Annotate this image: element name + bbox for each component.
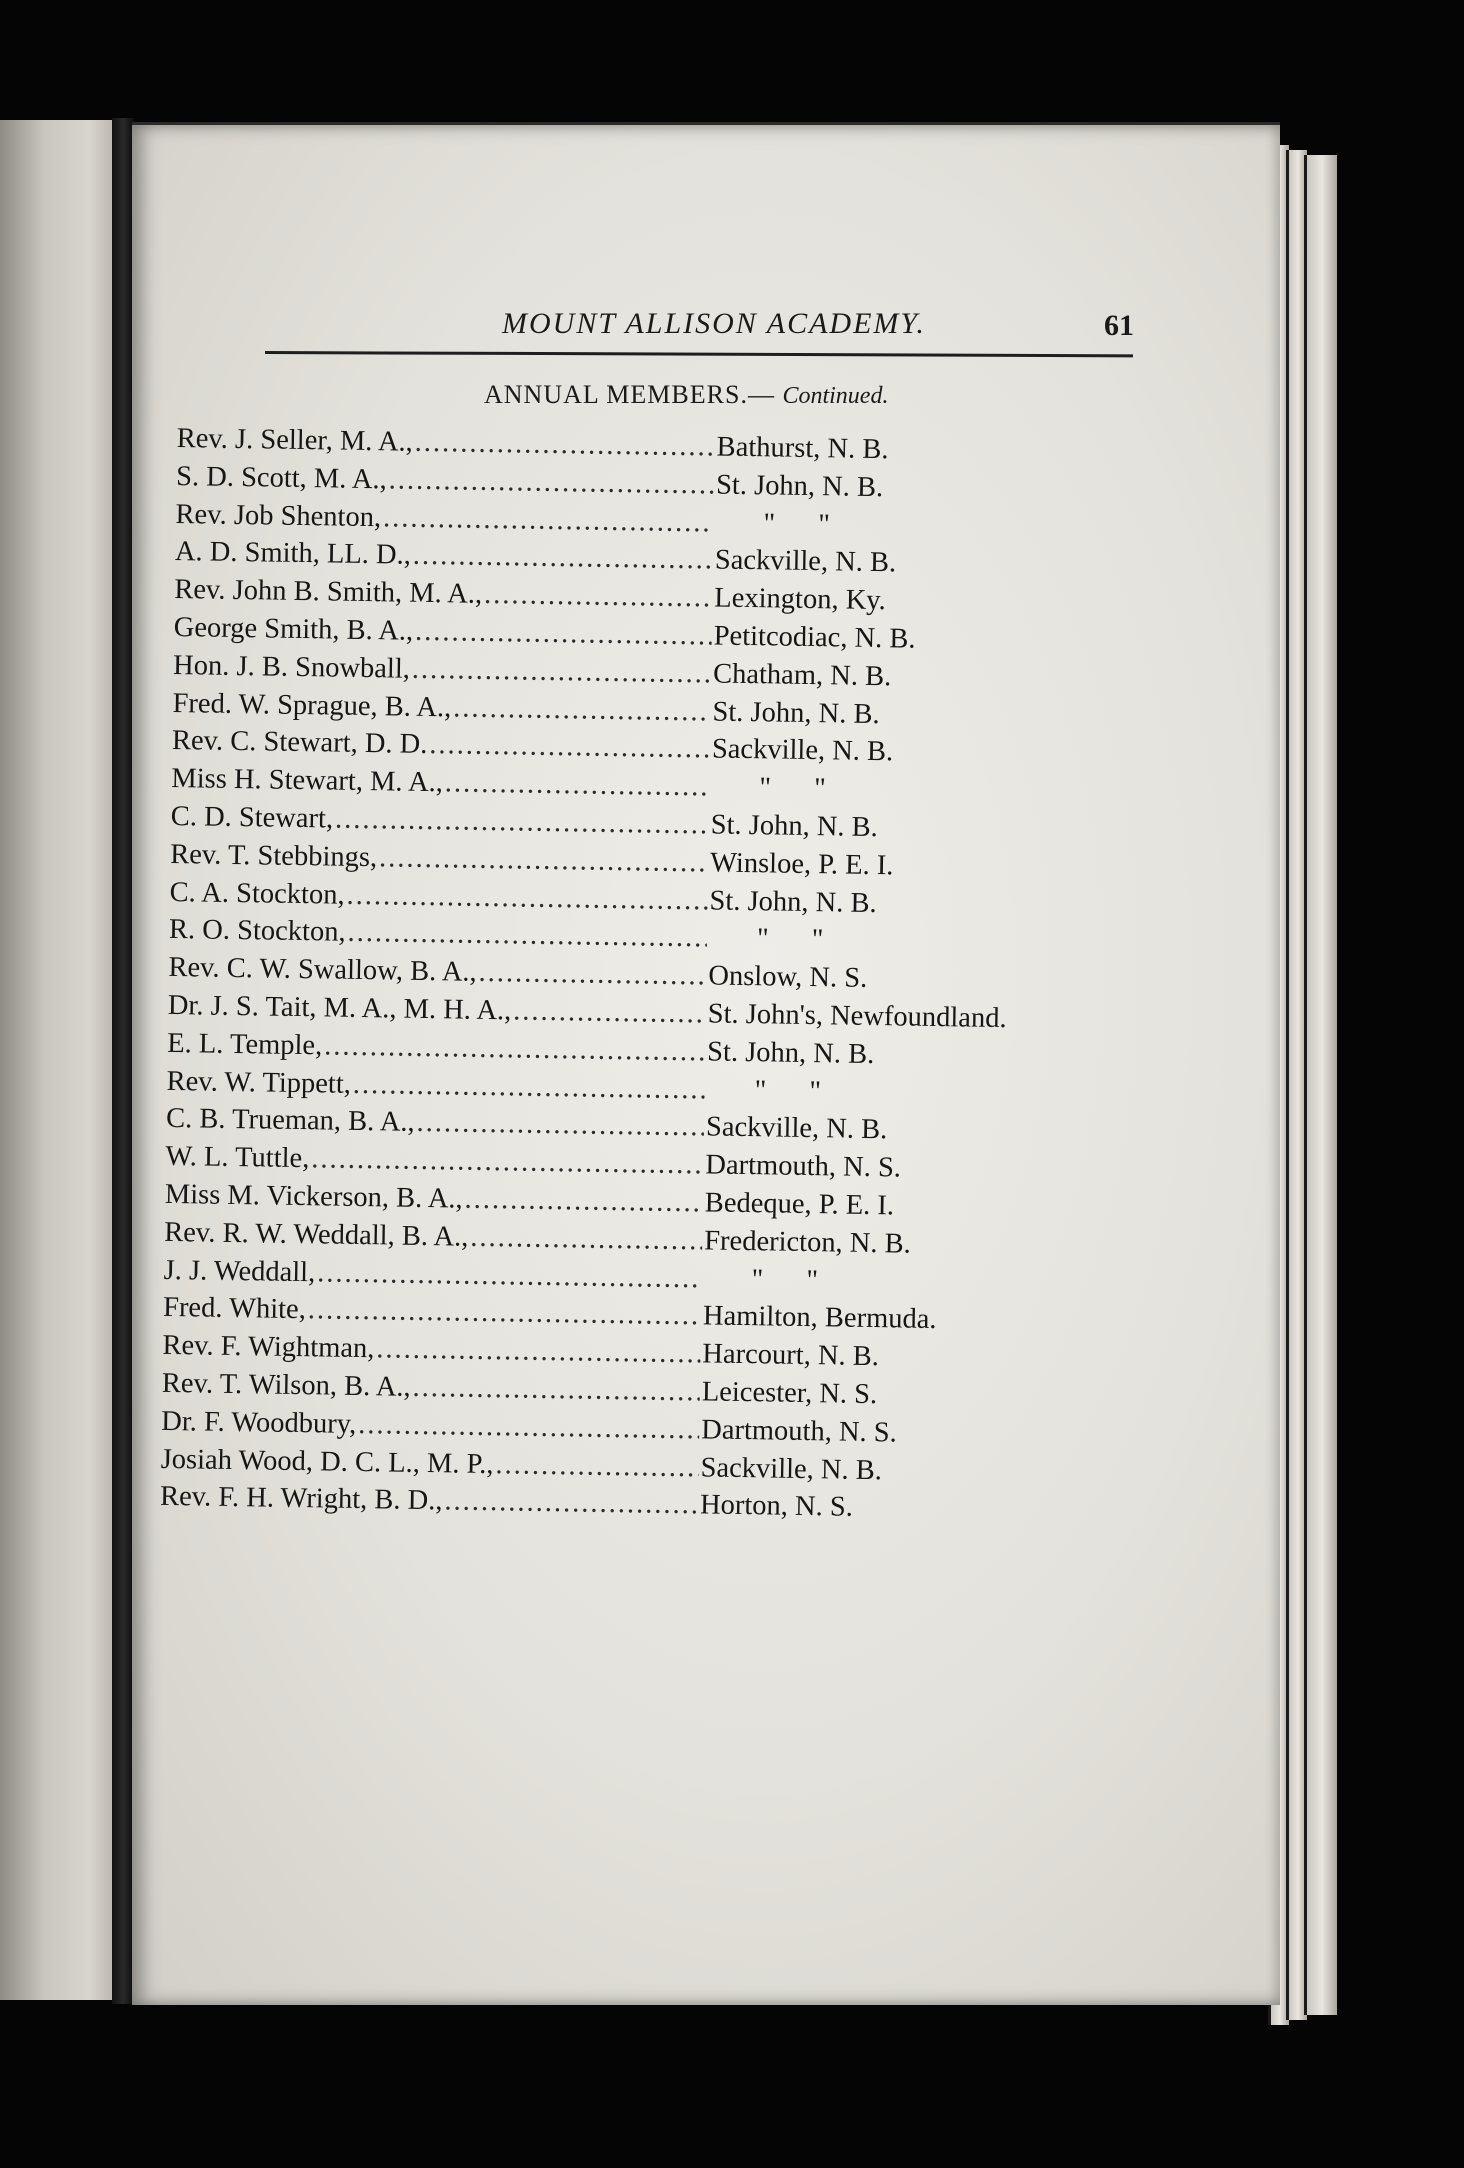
member-place: Chatham, N. B. (712, 658, 892, 693)
dot-leader (415, 427, 715, 464)
member-name: Rev. J. Seller, M. A., (176, 423, 414, 458)
member-name: George Smith, B. A., (173, 611, 414, 647)
member-place: Lexington, Ky. (714, 582, 887, 617)
member-place: Dartmouth, N. S. (705, 1149, 902, 1184)
member-name: C. B. Trueman, B. A., (165, 1103, 415, 1139)
member-name: Rev. F. H. Wright, B. D., (159, 1481, 443, 1517)
dot-leader (308, 1294, 702, 1332)
member-place: Sackville, N. B. (711, 733, 894, 768)
dot-leader (478, 957, 706, 993)
member-name: J. J. Weddall, (163, 1254, 316, 1288)
member-place: " " (763, 507, 831, 540)
member-place: " " (754, 1074, 822, 1107)
dot-leader (376, 1333, 701, 1370)
member-place: Dartmouth, N. S. (701, 1414, 898, 1449)
dot-leader (317, 1257, 702, 1295)
running-title: MOUNT ALLISON ACADEMY. (502, 307, 926, 340)
member-name: Rev. W. Tippett, (166, 1065, 352, 1100)
dot-leader (429, 729, 710, 765)
page-number: 61 (1104, 309, 1134, 342)
page-edge (1304, 155, 1337, 2015)
member-place: " " (759, 772, 826, 805)
member-name: Rev. T. Stebbings, (169, 838, 378, 873)
member-name: W. L. Tuttle, (165, 1141, 310, 1175)
member-name: Dr. F. Woodbury, (161, 1405, 357, 1440)
member-place: Sackville, N. B. (705, 1111, 888, 1146)
member-name: S. D. Scott, M. A., (175, 460, 388, 496)
member-name: E. L. Temple, (167, 1027, 323, 1062)
member-list (160, 423, 1237, 1536)
member-place: " " (756, 923, 824, 956)
member-name: Hon. J. B. Snowball, (172, 649, 411, 685)
member-place: " " (751, 1263, 819, 1296)
dot-leader (383, 502, 714, 539)
facing-page-edge (0, 120, 112, 2000)
member-name: Rev. C. Stewart, D. D. (171, 725, 428, 761)
member-place: St. John, N. B. (706, 1036, 875, 1070)
member-name: C. A. Stockton, (169, 876, 345, 911)
dot-leader (445, 767, 710, 803)
member-place: Hamilton, Bermuda. (702, 1300, 937, 1336)
member-place: St. John, N. B. (712, 696, 880, 730)
header-rule (265, 351, 1133, 357)
dot-leader (412, 1372, 700, 1409)
dot-leader (464, 1184, 703, 1220)
dot-leader (311, 1143, 704, 1181)
member-name: Josiah Wood, D. C. L., M. P., (160, 1443, 494, 1480)
book-page (132, 122, 1280, 2005)
member-place: Sackville, N. B. (700, 1451, 883, 1486)
dot-leader (415, 616, 712, 653)
section-continued: Continued. (782, 383, 889, 409)
dot-leader (379, 842, 709, 879)
dot-leader (358, 1409, 700, 1446)
member-name: Rev. John B. Smith, M. A., (174, 574, 483, 610)
dot-leader (389, 464, 715, 501)
member-place: St. John's, Newfoundland. (707, 998, 1007, 1035)
member-place: Leicester, N. S. (701, 1376, 878, 1411)
dot-leader (412, 654, 712, 691)
dot-leader (470, 1221, 702, 1257)
member-place: Petitcodiac, N. B. (713, 620, 916, 655)
member-place: Sackville, N. B. (714, 544, 897, 579)
dot-leader (416, 1107, 704, 1144)
member-name: Rev. R. W. Weddall, B. A., (164, 1216, 469, 1253)
member-place: Bathurst, N. B. (716, 431, 889, 466)
member-name: Rev. F. Wightman, (162, 1330, 375, 1365)
member-name: Dr. J. S. Tait, M. A., M. H. A., (167, 989, 512, 1027)
dot-leader (453, 692, 711, 728)
dot-leader (413, 540, 714, 577)
member-name: C. D. Stewart, (170, 800, 334, 835)
dot-leader (346, 879, 707, 917)
member-place: Harcourt, N. B. (702, 1338, 880, 1373)
member-place: Fredericton, N. B. (703, 1225, 912, 1260)
dot-leader (335, 804, 709, 842)
dot-leader (513, 995, 706, 1030)
dot-leader (484, 579, 713, 615)
member-place: Bedeque, P. E. I. (704, 1187, 895, 1222)
member-name: Rev. Job Shenton, (175, 498, 382, 533)
section-title: ANNUAL MEMBERS.— (484, 380, 775, 409)
dot-leader (347, 917, 707, 955)
member-name: Rev. C. W. Swallow, B. A., (168, 952, 477, 988)
member-place: Winsloe, P. E. I. (709, 847, 894, 882)
book-gutter (112, 118, 134, 2004)
member-name: Fred. W. Sprague, B. A., (172, 687, 452, 723)
member-place: St. John, N. B. (709, 884, 877, 919)
member-name: Rev. T. Wilson, B. A., (161, 1367, 411, 1403)
member-place: Onslow, N. S. (708, 960, 868, 995)
member-name: R. O. Stockton, (168, 914, 346, 949)
member-name: Miss H. Stewart, M. A., (171, 763, 444, 799)
member-name: A. D. Smith, LL. D., (174, 536, 412, 572)
member-place: St. John, N. B. (715, 469, 884, 503)
member-place: St. John, N. B. (710, 809, 879, 844)
section-heading (484, 380, 888, 410)
dot-leader (353, 1068, 705, 1106)
member-name: Fred. White, (162, 1292, 307, 1326)
dot-leader (324, 1030, 705, 1068)
dot-leader (444, 1486, 698, 1522)
dot-leader (495, 1449, 699, 1484)
member-name: Miss M. Vickerson, B. A., (164, 1178, 463, 1215)
member-place: Horton, N. S. (699, 1489, 854, 1524)
